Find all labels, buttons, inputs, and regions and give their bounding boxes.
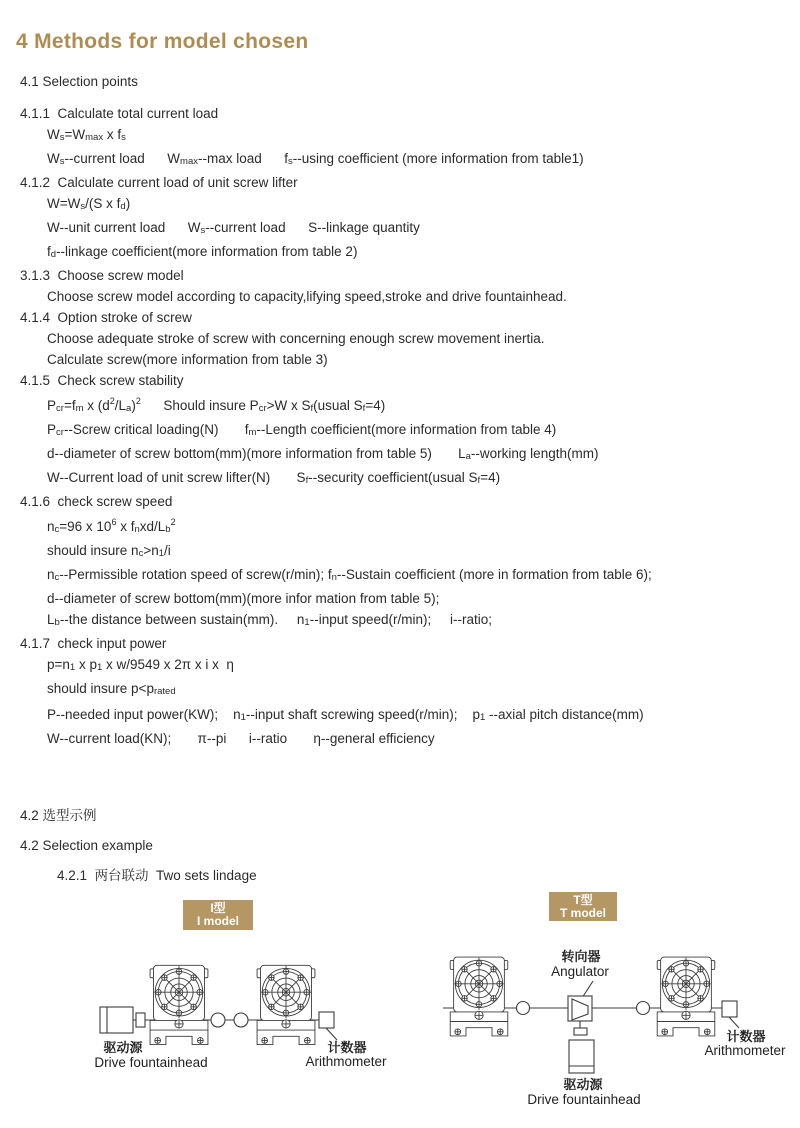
doc-line: 4.2 Selection example	[20, 838, 153, 853]
doc-line: Ws=Wmax x fs	[47, 127, 126, 143]
screw-lifter-gearbox	[450, 957, 508, 1036]
t-model-diagram	[428, 885, 800, 1120]
drive-label-en: Drive fountainhead	[94, 1055, 208, 1070]
motor-drawing	[100, 1007, 145, 1033]
angulator-label-en: Angulator	[551, 964, 609, 979]
t-model-badge-line1: T型	[573, 893, 593, 907]
doc-line: 4.1.5 Check screw stability	[20, 373, 184, 388]
doc-line: Calculate screw(more information from table 3)	[47, 352, 328, 367]
doc-line: Pcr=fm x $(d^2/La)^2$ Should insure Pcr>W x Sf(usual Sf=4)	[47, 396, 386, 414]
coupling-drawing	[637, 1002, 650, 1015]
doc-line: nc--Permissible rotation speed of screw(r/min); fn--Sustain coefficient (more in formation from table 6);	[47, 567, 652, 583]
doc-line: 4.1.1 Calculate total current load	[20, 106, 219, 121]
doc-line: 3.1.3 Choose screw model	[20, 268, 184, 283]
counter-label-cn: 计数器	[327, 1040, 367, 1055]
doc-line: fd--linkage coefficient(more information from table 2)	[47, 244, 358, 260]
coupling-drawing	[517, 1002, 530, 1015]
drive-label-cn: 驱动源	[103, 1040, 143, 1055]
document-body	[0, 71, 800, 886]
doc-line: W--unit current load Ws--current load S--linkage quantity	[47, 220, 420, 236]
doc-line: should insure nc>n1/i	[47, 543, 171, 559]
doc-line: should insure p<prated	[47, 681, 176, 697]
counter-label-cn: 计数器	[726, 1029, 766, 1044]
i-model-badge-line1: I型	[210, 901, 226, 915]
screw-lifter-gearbox	[257, 965, 315, 1044]
motor-drawing	[569, 1040, 594, 1073]
drive-label-en: Drive fountainhead	[527, 1092, 641, 1107]
counter-label-en: Arithmometer	[704, 1043, 786, 1058]
doc-line: d--diameter of screw bottom(mm)(more information from table 5) La--working length(mm)	[47, 446, 599, 462]
doc-line: Choose adequate stroke of screw with concerning enough screw movement inertia.	[47, 331, 545, 346]
drive-label-cn: 驱动源	[563, 1077, 603, 1092]
angulator-box	[568, 996, 592, 1035]
doc-line: d--diameter of screw bottom(mm)(more infor mation from table 5);	[47, 591, 440, 606]
screw-lifter-gearbox	[657, 957, 715, 1036]
doc-line: 4.1.7 check input power	[20, 636, 167, 651]
doc-line: 4.2 选型示例	[20, 808, 97, 823]
doc-line: Pcr--Screw critical loading(N) fm--Length coefficient(more information from table 4)	[47, 422, 557, 438]
doc-line: W--Current load of unit screw lifter(N) Sf--security coefficient(usual Sf=4)	[47, 470, 501, 486]
page-title: 4 Methods for model chosen	[16, 30, 309, 53]
doc-line: Ws--current load Wmax--max load fs--using coefficient (more information from table1)	[47, 151, 584, 167]
screw-lifter-gearbox	[150, 965, 208, 1044]
doc-line: W=Ws/(S x fd)	[47, 196, 131, 212]
doc-line: nc=96 x $10^6$ x fnxd/Lb$^2$	[47, 517, 176, 535]
angulator-label-cn: 转向器	[561, 949, 601, 964]
doc-line: 4.1.2 Calculate current load of unit screw lifter	[20, 175, 298, 190]
t-model-badge-line2: T model	[559, 906, 607, 920]
coupling-drawing	[234, 1013, 248, 1027]
doc-line: 4.1.6 check screw speed	[20, 494, 173, 509]
doc-line: P--needed input power(KW); n1--input shaft screwing speed(r/min); p1 --axial pitch distance(mm)	[47, 707, 644, 723]
arithmometer-box	[319, 1012, 337, 1040]
doc-line: Choose screw model according to capacity,lifying speed,stroke and drive fountainhead.	[47, 289, 567, 304]
i-model-diagram	[40, 893, 400, 1091]
doc-line: W--current load(KN); π--pi i--ratio η--general efficiency	[47, 731, 435, 746]
coupling-drawing	[211, 1013, 225, 1027]
arithmometer-box	[722, 1001, 739, 1028]
counter-label-en: Arithmometer	[305, 1054, 387, 1069]
doc-line: 4.2.1 两台联动 Two sets lindage	[57, 868, 257, 883]
i-model-badge-line2: I model	[196, 914, 240, 928]
doc-line: 4.1 Selection points	[20, 74, 138, 89]
doc-line: p=n1 x p1 x w/9549 x 2π x i x η	[47, 657, 234, 673]
doc-line: Lb--the distance between sustain(mm). n1--input speed(r/min); i--ratio;	[47, 612, 493, 628]
doc-line: 4.1.4 Option stroke of screw	[20, 310, 192, 325]
